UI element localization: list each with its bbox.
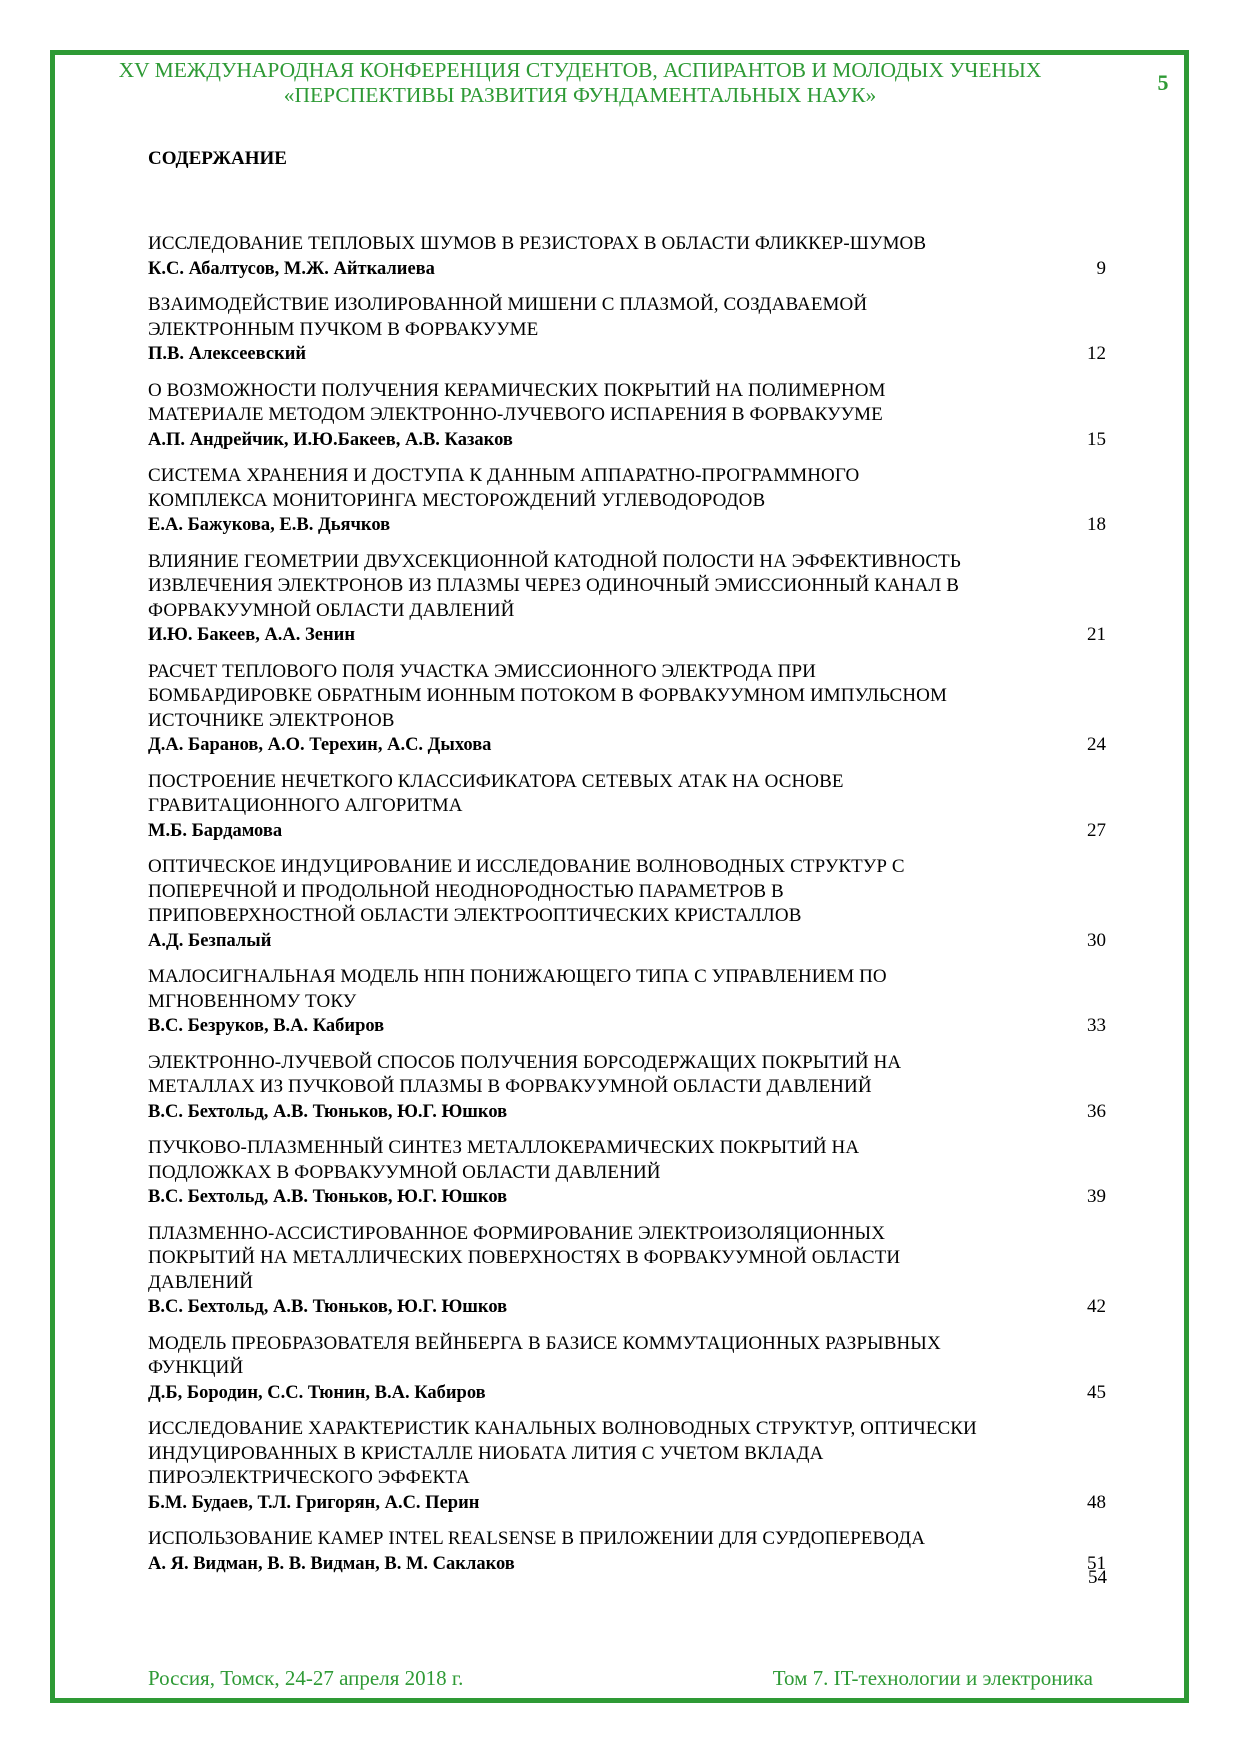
trailing-page-number: 54 — [1088, 1567, 1107, 1588]
entry-title-line: О ВОЗМОЖНОСТИ ПОЛУЧЕНИЯ КЕРАМИЧЕСКИХ ПОКРЫТИЙ НА ПОЛИМЕРНОМ — [148, 379, 886, 401]
entry-authors: А.П. Андрейчик, И.Ю.Бакеев, А.В. Казаков — [148, 429, 513, 450]
entry-title-line: ПЛАЗМЕННО-АССИСТИРОВАННОЕ ФОРМИРОВАНИЕ ЭЛЕКТРОИЗОЛЯЦИОННЫХ — [148, 1222, 886, 1244]
entry-page-number: 33 — [1087, 1015, 1106, 1036]
entry-title-line: ПОСТРОЕНИЕ НЕЧЕТКОГО КЛАССИФИКАТОРА СЕТЕВЫХ АТАК НА ОСНОВЕ — [148, 770, 844, 792]
page-number: 5 — [1157, 70, 1169, 95]
toc-entry[interactable] — [148, 232, 1106, 281]
entry-authors: П.В. Алексеевский — [148, 344, 307, 364]
toc-entry[interactable] — [148, 1136, 1106, 1209]
entry-authors: И.Ю. Бакеев, А.А. Зенин — [148, 625, 355, 645]
toc-entry[interactable] — [148, 464, 1106, 537]
entry-title-line: ЭЛЕКТРОННЫМ ПУЧКОМ В ФОРВАКУУМЕ — [148, 318, 539, 340]
entry-title-line: ИССЛЕДОВАНИЕ ТЕПЛОВЫХ ШУМОВ В РЕЗИСТОРАХ В ОБЛАСТИ ФЛИККЕР-ШУМОВ — [148, 233, 927, 254]
entry-authors: В.С. Бехтольд, А.В. Тюньков, Ю.Г. Юшков — [148, 1101, 508, 1122]
conference-header — [60, 58, 1100, 108]
entry-authors: М.Б. Бардамова — [148, 820, 283, 841]
toc-entry[interactable] — [148, 1417, 1106, 1515]
entry-title-line: БОМБАРДИРОВКЕ ОБРАТНЫМ ИОННЫМ ПОТОКОМ В ФОРВАКУУМНОМ ИМПУЛЬСНОМ — [148, 685, 947, 706]
entry-title-line: КОМПЛЕКСА МОНИТОРИНГА МЕСТОРОЖДЕНИЙ УГЛЕВОДОРОДОВ — [148, 489, 766, 511]
toc-title: СОДЕРЖАНИЕ — [148, 148, 287, 169]
entry-page-number: 27 — [1087, 819, 1106, 841]
entry-title-line: ЭЛЕКТРОННО-ЛУЧЕВОЙ СПОСОБ ПОЛУЧЕНИЯ БОРСОДЕРЖАЩИХ ПОКРЫТИЙ НА — [148, 1051, 902, 1073]
entry-title-line: МГНОВЕННОМУ ТОКУ — [148, 990, 357, 1012]
entry-authors: А. Я. Видман, В. В. Видман, В. М. Саклаков — [148, 1553, 515, 1574]
header-line-2: «ПЕРСПЕКТИВЫ РАЗВИТИЯ ФУНДАМЕНТАЛЬНЫХ НАУК» — [283, 83, 877, 107]
header-line-1: XV МЕЖДУНАРОДНАЯ КОНФЕРЕНЦИЯ СТУДЕНТОВ, АСПИРАНТОВ И МОЛОДЫХ УЧЕНЫХ — [118, 58, 1042, 82]
entry-title-line: ПОПЕРЕЧНОЙ И ПРОДОЛЬНОЙ НЕОДНОРОДНОСТЬЮ ПАРАМЕТРОВ В — [148, 880, 784, 902]
entry-page-number: 51 — [1087, 1552, 1106, 1574]
entry-page-number: 18 — [1087, 514, 1106, 535]
entry-authors: В.С. Бехтольд, А.В. Тюньков, Ю.Г. Юшков — [148, 1187, 508, 1207]
entry-page-number: 9 — [1096, 257, 1106, 279]
footer-volume: Том 7. IT-технологии и электроника — [772, 1666, 1093, 1690]
entry-authors: В.С. Безруков, В.А. Кабиров — [148, 1016, 385, 1036]
toc-entry[interactable] — [148, 1527, 1106, 1576]
entry-page-number: 12 — [1087, 343, 1106, 364]
entry-title-line: МАТЕРИАЛЕ МЕТОДОМ ЭЛЕКТРОННО-ЛУЧЕВОГО ИСПАРЕНИЯ В ФОРВАКУУМЕ — [148, 404, 883, 425]
entry-page-number: 24 — [1087, 734, 1106, 755]
entry-page-number: 30 — [1087, 929, 1106, 951]
entry-title-line: ПОДЛОЖКАХ В ФОРВАКУУМНОЙ ОБЛАСТИ ДАВЛЕНИЙ — [148, 1161, 661, 1183]
table-of-contents — [148, 232, 1106, 1588]
entry-title-line: ПРИПОВЕРХНОСТНОЙ ОБЛАСТИ ЭЛЕКТРООПТИЧЕСКИХ КРИСТАЛЛОВ — [148, 905, 802, 926]
footer-location-date: Россия, Томск, 24-27 апреля 2018 г. — [148, 1666, 464, 1690]
toc-entry[interactable] — [148, 1332, 1106, 1405]
entry-title-line: ОПТИЧЕСКОЕ ИНДУЦИРОВАНИЕ И ИССЛЕДОВАНИЕ ВОЛНОВОДНЫХ СТРУКТУР С — [148, 856, 905, 877]
entry-title-line: ПИРОЭЛЕКТРИЧЕСКОГО ЭФФЕКТА — [148, 1467, 470, 1488]
entry-title-line: ИЗВЛЕЧЕНИЯ ЭЛЕКТРОНОВ ИЗ ПЛАЗМЫ ЧЕРЕЗ ОДИНОЧНЫЙ ЭМИССИОННЫЙ КАНАЛ В — [148, 575, 960, 596]
entry-authors: Е.А. Бажукова, Е.В. Дьячков — [148, 515, 391, 535]
toc-entry[interactable] — [148, 379, 1106, 452]
entry-authors: Д.Б, Бородин, С.С. Тюнин, В.А. Кабиров — [148, 1382, 486, 1403]
toc-entry[interactable] — [148, 855, 1106, 953]
entry-title-line: ПОКРЫТИЙ НА МЕТАЛЛИЧЕСКИХ ПОВЕРХНОСТЯХ В ФОРВАКУУМНОЙ ОБЛАСТИ — [148, 1247, 901, 1268]
entry-title-line: ИНДУЦИРОВАННЫХ В КРИСТАЛЛЕ НИОБАТА ЛИТИЯ С УЧЕТОМ ВКЛАДА — [148, 1442, 824, 1464]
entry-title-line: ДАВЛЕНИЙ — [148, 1271, 254, 1293]
entry-title-line: ИСПОЛЬЗОВАНИЕ КАМЕР INTEL REALSENSE В ПРИЛОЖЕНИИ ДЛЯ СУРДОПЕРЕВОДА — [148, 1528, 926, 1549]
toc-entry[interactable] — [148, 293, 1106, 366]
entry-title-line: СИСТЕМА ХРАНЕНИЯ И ДОСТУПА К ДАННЫМ АППАРАТНО-ПРОГРАММНОГО — [148, 465, 860, 486]
toc-entry[interactable] — [148, 1051, 1106, 1124]
entry-page-number: 48 — [1087, 1491, 1106, 1513]
entry-title-line: ПУЧКОВО-ПЛАЗМЕННЫЙ СИНТЕЗ МЕТАЛЛОКЕРАМИЧЕСКИХ ПОКРЫТИЙ НА — [148, 1137, 860, 1158]
entry-title-line: ГРАВИТАЦИОННОГО АЛГОРИТМА — [148, 795, 463, 816]
entry-title-line: МАЛОСИГНАЛЬНАЯ МОДЕЛЬ НПН ПОНИЖАЮЩЕГО ТИПА С УПРАВЛЕНИЕМ ПО — [148, 966, 887, 987]
entry-title-line: ВЛИЯНИЕ ГЕОМЕТРИИ ДВУХСЕКЦИОННОЙ КАТОДНОЙ ПОЛОСТИ НА ЭФФЕКТИВНОСТЬ — [148, 550, 961, 572]
entry-title-line: МЕТАЛЛАХ ИЗ ПУЧКОВОЙ ПЛАЗМЫ В ФОРВАКУУМНОЙ ОБЛАСТИ ДАВЛЕНИЙ — [148, 1076, 872, 1097]
entry-page-number: 42 — [1087, 1296, 1106, 1317]
entry-page-number: 39 — [1087, 1186, 1106, 1207]
entry-title-line: МОДЕЛЬ ПРЕОБРАЗОВАТЕЛЯ ВЕЙНБЕРГА В БАЗИСЕ КОММУТАЦИОННЫХ РАЗРЫВНЫХ — [148, 1332, 941, 1354]
entry-title-line: ФУНКЦИЙ — [148, 1357, 244, 1378]
entry-page-number: 15 — [1087, 428, 1106, 450]
entry-authors: К.С. Абалтусов, М.Ж. Айткалиева — [148, 258, 435, 279]
entry-authors: В.С. Бехтольд, А.В. Тюньков, Ю.Г. Юшков — [148, 1297, 508, 1317]
entry-title-line: ВЗАИМОДЕЙСТВИЕ ИЗОЛИРОВАННОЙ МИШЕНИ С ПЛАЗМОЙ, СОЗДАВАЕМОЙ — [148, 294, 868, 315]
entry-authors: Д.А. Баранов, А.О. Терехин, А.С. Дыхова — [148, 735, 492, 755]
entry-title-line: ИССЛЕДОВАНИЕ ХАРАКТЕРИСТИК КАНАЛЬНЫХ ВОЛНОВОДНЫХ СТРУКТУР, ОПТИЧЕСКИ — [148, 1418, 977, 1439]
toc-entry[interactable] — [148, 965, 1106, 1038]
entry-authors: Б.М. Будаев, Т.Л. Григорян, А.С. Перин — [148, 1492, 480, 1513]
toc-entry[interactable] — [148, 660, 1106, 758]
entry-page-number: 45 — [1087, 1381, 1106, 1403]
toc-entry[interactable] — [148, 550, 1106, 648]
entry-title-line: ФОРВАКУУМНОЙ ОБЛАСТИ ДАВЛЕНИЙ — [148, 599, 515, 621]
entry-page-number: 36 — [1087, 1100, 1106, 1122]
toc-entry[interactable] — [148, 1222, 1106, 1320]
toc-entry[interactable] — [148, 770, 1106, 843]
entry-authors: А.Д. Безпалый — [148, 930, 272, 951]
entry-title-line: РАСЧЕТ ТЕПЛОВОГО ПОЛЯ УЧАСТКА ЭМИССИОННОГО ЭЛЕКТРОДА ПРИ — [148, 660, 816, 682]
entry-page-number: 21 — [1087, 624, 1106, 645]
entry-title-line: ИСТОЧНИКЕ ЭЛЕКТРОНОВ — [148, 709, 395, 731]
